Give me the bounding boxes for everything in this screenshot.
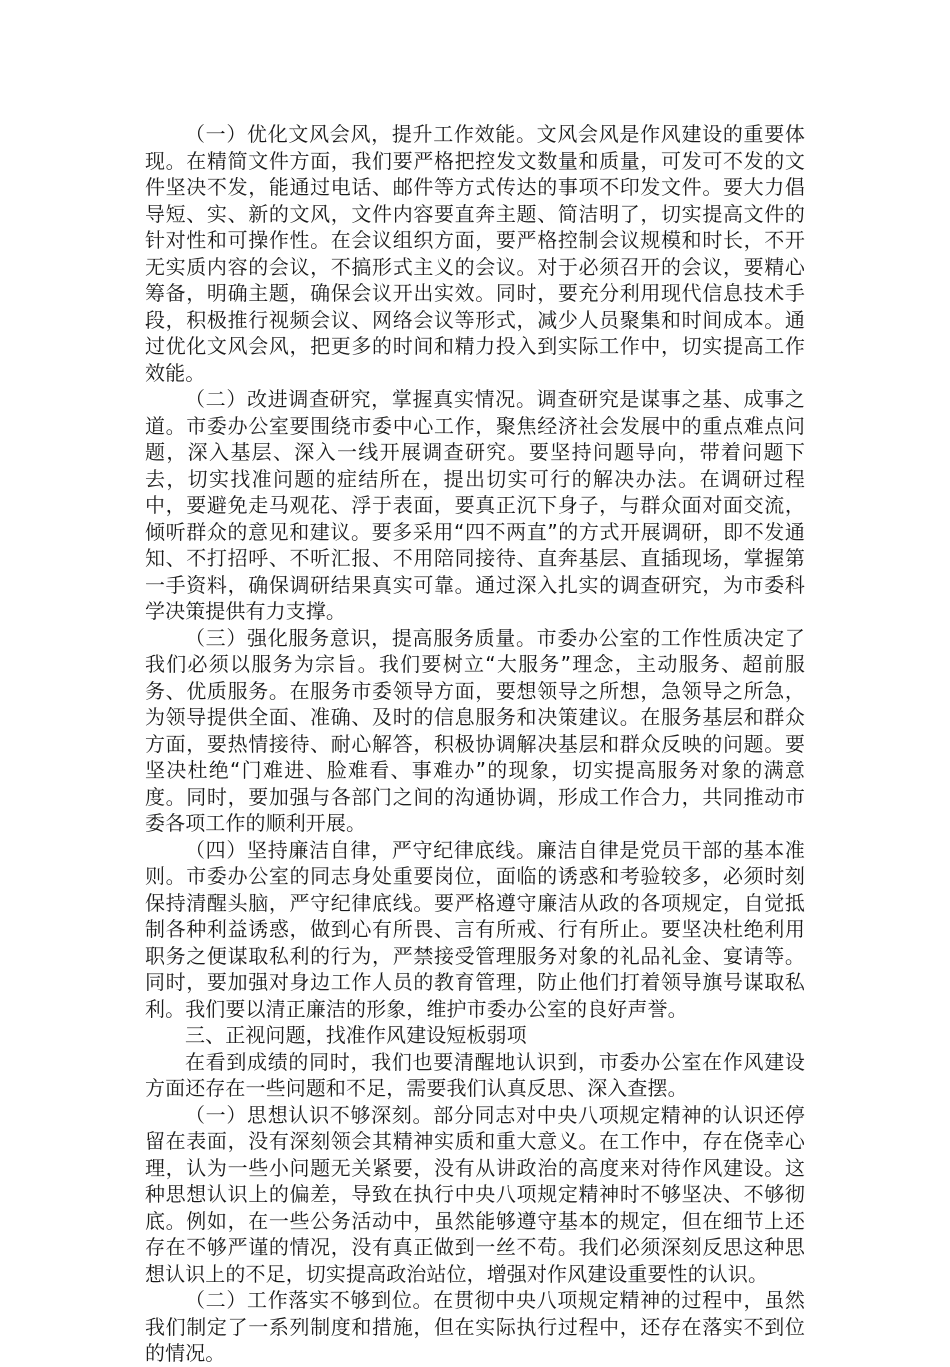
paragraph-service-awareness: （三）强化服务意识，提高服务质量。市委办公室的工作性质决定了我们必须以服务为宗旨。我们要树立“大服务”理念，主动服务、超前服务、优质服务。在服务市委领导方面，要想领导之所想，急领导之所急，为领导提供全面、准确、及时的信息服务和决策建议。在服务基层和群众方面，要热情接待、耐心解答，积极协调解决基层和群众反映的问题。要坚决杜绝“门难进、脸难看、事难办”的现象，切实提高服务对象的满意度。同时，要加强与各部门之间的沟通协调，形成工作合力，共同推动市委各项工作的顺利开展。 (145, 625, 805, 835)
paragraph-integrity-discipline: （四）坚持廉洁自律，严守纪律底线。廉洁自律是党员干部的基本准则。市委办公室的同志身处重要岗位，面临的诱惑和考验较多，必须时刻保持清醒头脑，严守纪律底线。要严格遵守廉洁从政的各项规定，自觉抵制各种利益诱惑，做到心有所畏、言有所戒、行有所止。要坚决杜绝利用职务之便谋取私利的行为，严禁接受管理服务对象的礼品礼金、宴请等。同时，要加强对身边工作人员的教育管理，防止他们打着领导旗号谋取私利。我们要以清正廉洁的形象，维护市委办公室的良好声誉。 (145, 837, 805, 1021)
paragraph-ideological-awareness: （一）思想认识不够深刻。部分同志对中央八项规定精神的认识还停留在表面，没有深刻领会其精神实质和重大意义。在工作中，存在侥幸心理，认为一些小问题无关紧要，没有从讲政治的高度来对待作风建设。这种思想认识上的偏差，导致在执行中央八项规定精神时不够坚决、不够彻底。例如，在一些公务活动中，虽然能够遵守基本的规定，但在细节上还存在不够严谨的情况，没有真正做到一丝不苟。我们必须深刻反思这种思想认识上的不足，切实提高政治站位，增强对作风建设重要性的认识。 (145, 1102, 805, 1286)
paragraph-improve-writing-meeting-style: （一）优化文风会风，提升工作效能。文风会风是作风建设的重要体现。在精简文件方面，我们要严格把控发文数量和质量，可发可不发的文件坚决不发，能通过电话、邮件等方式传达的事项不印发文件。要大力倡导短、实、新的文风，文件内容要直奔主题、简洁明了，切实提高文件的针对性和可操作性。在会议组织方面，要严格控制会议规模和时长，不开无实质内容的会议，不搞形式主义的会议。对于必须召开的会议，要精心筹备，明确主题，确保会议开出实效。同时，要充分利用现代信息技术手段，积极推行视频会议、网络会议等形式，减少人员聚集和时间成本。通过优化文风会风，把更多的时间和精力投入到实际工作中，切实提高工作效能。 (145, 122, 805, 385)
section-heading-problems: 三、正视问题，找准作风建设短板弱项 (185, 1023, 527, 1047)
paragraph-work-implementation: （二）工作落实不够到位。在贯彻中央八项规定精神的过程中，虽然我们制定了一系列制度和措施，但在实际执行过程中，还存在落实不到位的情况。 (145, 1288, 805, 1365)
document-page (145, 121, 805, 1367)
paragraph-problems-intro: 在看到成绩的同时，我们也要清醒地认识到，市委办公室在作风建设方面还存在一些问题和不足，需要我们认真反思、深入查摆。 (145, 1049, 805, 1100)
paragraph-improve-research: （二）改进调查研究，掌握真实情况。调查研究是谋事之基、成事之道。市委办公室要围绕市委中心工作，聚焦经济社会发展中的重点难点问题，深入基层、深入一线开展调查研究。要坚持问题导向，带着问题下去，切实找准问题的症结所在，提出切实可行的解决办法。在调研过程中，要避免走马观花、浮于表面，要真正沉下身子，与群众面对面交流，倾听群众的意见和建议。要多采用“四不两直”的方式开展调研，即不发通知、不打招呼、不听汇报、不用陪同接待、直奔基层、直插现场，掌握第一手资料，确保调研结果真实可靠。通过深入扎实的调查研究，为市委科学决策提供有力支撑。 (145, 387, 805, 623)
